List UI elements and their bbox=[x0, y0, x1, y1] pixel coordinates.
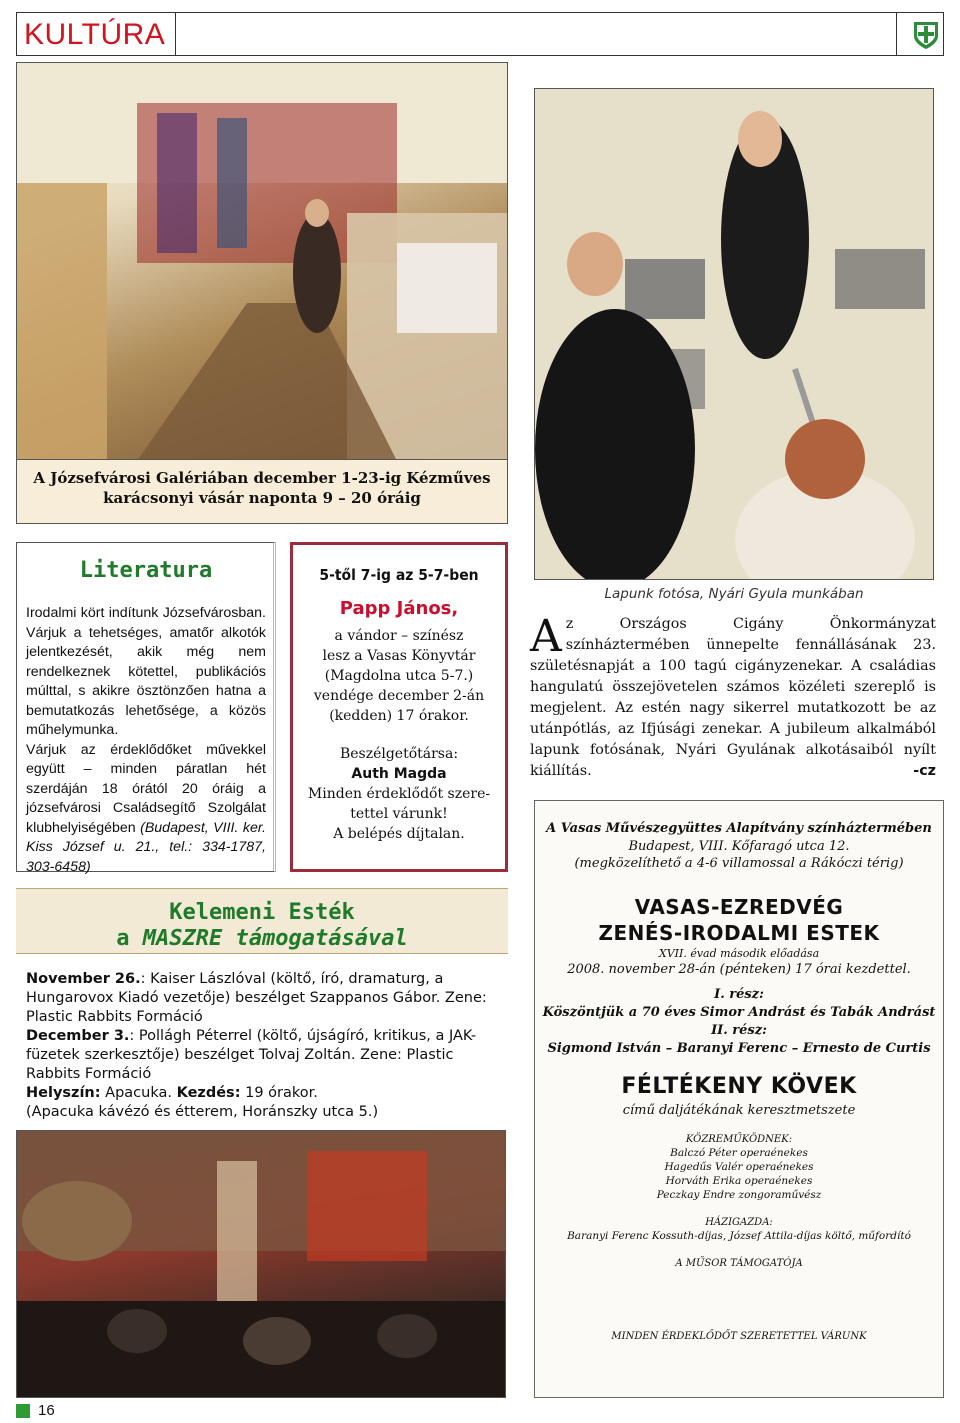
kelemeni-location-label: Helyszín: bbox=[26, 1085, 101, 1101]
poster-line-4: VASAS-EZREDVÉG bbox=[634, 895, 844, 919]
papp-line-6: Beszélgetőtársa: bbox=[339, 746, 459, 762]
page-number: 16 bbox=[38, 1402, 55, 1419]
photographer-photo bbox=[534, 88, 934, 580]
literatura-title: Literatura bbox=[79, 558, 213, 583]
district-crest-icon bbox=[911, 20, 941, 50]
market-caption-line2: karácsonyi vásár naponta 9 – 20 óráig bbox=[103, 489, 421, 507]
kelemeni-entry-1 bbox=[26, 970, 506, 1027]
poster-line-16: Hagedűs Valér operaénekes bbox=[664, 1161, 814, 1173]
article-dropcap: A bbox=[530, 611, 562, 662]
papp-name: Papp János, bbox=[339, 598, 459, 619]
kelemeni-program bbox=[26, 970, 506, 1122]
kelemeni-start-value: 19 órakor. bbox=[240, 1085, 318, 1101]
market-caption bbox=[16, 460, 508, 524]
photographer-photo-scene bbox=[535, 89, 934, 580]
kelemeni-title bbox=[16, 900, 508, 952]
kelemeni-entry-2 bbox=[26, 1027, 506, 1084]
section-title: KULTÚRA bbox=[24, 18, 166, 51]
papp-line-7: Auth Magda bbox=[351, 766, 447, 782]
papp-heading: 5-től 7-ig az 5-7-ben bbox=[319, 566, 479, 584]
kelemeni-location bbox=[26, 1084, 506, 1103]
poster-line-22: MINDEN ÉRDEKLŐDŐT SZERETETTEL VÁRUNK bbox=[611, 1331, 867, 1342]
poster-line-11: Sigmond István – Baranyi Ferenc – Ernesto de Curtis bbox=[547, 1041, 931, 1056]
literatura-address: (Budapest, VIII. ker. Kiss József u. 21., tel.: bbox=[26, 819, 266, 855]
papp-line-1: a vándor – színész bbox=[334, 628, 464, 644]
poster-line-7: 2008. november 28-án (pénteken) 17 órai kezdettel. bbox=[567, 962, 911, 977]
poster-line-18: Peczkay Endre zongoraművész bbox=[656, 1189, 822, 1201]
article-signature: -cz bbox=[913, 763, 936, 779]
poster-line-15: Balczó Péter operaénekes bbox=[670, 1147, 808, 1159]
kelemeni-location-value: Apacuka. bbox=[100, 1085, 177, 1101]
page-marker bbox=[16, 1404, 30, 1418]
kelemeni-title-2b: MASZRE támogatásával bbox=[142, 926, 408, 951]
gypsy-orchestra-article bbox=[530, 611, 936, 782]
poster-line-12: FÉLTÉKENY KÖVEK bbox=[621, 1074, 857, 1099]
poster-line-1: A Vasas Művészegyüttes Alapítvány színháztermében bbox=[546, 821, 932, 836]
papp-line-9: tettel várunk! bbox=[350, 806, 448, 822]
cafe-photo-scene bbox=[17, 1131, 506, 1398]
poster-line-21: A MŰSOR TÁMOGATÓJA bbox=[675, 1258, 803, 1269]
poster-line-3: (megközelíthető a 4-6 villamossal a Rákóczi térig) bbox=[574, 856, 904, 871]
poster-line-6: XVII. évad második előadása bbox=[658, 947, 820, 960]
poster-content bbox=[540, 820, 938, 1343]
poster-line-5: ZENÉS-IRODALMI ESTEK bbox=[598, 921, 880, 945]
christmas-market-photo bbox=[16, 62, 508, 460]
market-photo-scene bbox=[17, 63, 508, 460]
poster-line-8: I. rész: bbox=[714, 987, 764, 1002]
papp-line-2: lesz a Vasas Könyvtár bbox=[322, 648, 476, 664]
poster-line-20: Baranyi Ferenc Kossuth-díjas, József Attila-díjas költő, műfordító bbox=[567, 1230, 911, 1242]
papp-line-4: vendége december 2-án bbox=[313, 688, 485, 704]
literatura-text bbox=[26, 604, 266, 877]
cafe-event-photo bbox=[16, 1130, 506, 1398]
kelemeni-text-1: : Kaiser Lászlóval (költő, író, dramaturg, a Hungarovox Kiadó vezetője) beszélget Szappanos Gábor. Zene: Plastic Rabbits Formáció bbox=[26, 971, 487, 1025]
poster-line-17: Horváth Erika operaénekes bbox=[665, 1175, 813, 1187]
papp-line-5: (kedden) 17 órakor. bbox=[329, 708, 469, 724]
poster-line-13: című daljátékának keresztmetszete bbox=[622, 1103, 856, 1118]
papp-line-8: Minden érdeklődőt szere- bbox=[307, 786, 491, 802]
papp-line-3: (Magdolna utca 5-7.) bbox=[324, 668, 474, 684]
kelemeni-address: (Apacuka kávézó és étterem, Horánszky utca 5.) bbox=[26, 1104, 379, 1120]
kelemeni-title-2a: a bbox=[116, 926, 143, 951]
poster-line-10: II. rész: bbox=[711, 1023, 767, 1038]
kelemeni-title-1: Kelemeni Esték bbox=[169, 900, 355, 925]
kelemeni-date-1: November 26. bbox=[26, 971, 141, 987]
header-rule bbox=[176, 12, 896, 56]
literatura-phone: 334-1787, 303-6458) bbox=[26, 839, 266, 875]
literatura-paragraph-2 bbox=[26, 741, 266, 878]
literatura-paragraph-1: Irodalmi kört indítunk Józsefvárosban. Várjuk a tehetséges, amatőr alkotók jelentkezését, akik még nem rendelkeznek kötettel, publikációs múlttal, s akikre ösztönzően hatna a bemutatkozás lehetősége, a közös műhelymunka. bbox=[26, 605, 266, 738]
papp-body bbox=[292, 626, 506, 844]
poster-line-9: Köszöntjük a 70 éves Simor Andrást és Tabák Andrást bbox=[542, 1005, 936, 1020]
article-text: z Országos Cigány Önkormányzat színháztermében ünnepelte fennállásának 23. születésnapját a 100 tagú cigányzenekar. A családias hangulatú összejövetelen számos közéleti szereplő is megjelent. Az estén nagy sikerrel mutatkozott be az utánpótlás, az Ifjúsági zenekar. A jubileum alkalmából lapunk fotósának, Nyári Gyulának alkotásaiból nyílt kiállítás. bbox=[530, 616, 936, 779]
literatura-p2-text: Várjuk az érdeklődőket művekkel együtt – minden páratlan hét szerdáján 18 órától 20 óráig a józsefvárosi Családsegítő Szolgálat klubhelyiségében bbox=[26, 741, 266, 836]
kelemeni-text-2: : Pollágh Péterrel (költő, újságíró, kritikus, a JAK-füzetek szerkesztője) beszélget Tolvaj Zoltán. Zene: Plastic Rabbits Formáció bbox=[26, 1028, 477, 1082]
kelemeni-date-2: December 3. bbox=[26, 1028, 130, 1044]
photographer-caption: Lapunk fotósa, Nyári Gyula munkában bbox=[604, 586, 864, 602]
market-caption-line1: A Józsefvárosi Galériában december 1-23-ig Kézműves bbox=[33, 469, 491, 487]
papp-line-10: A belépés díjtalan. bbox=[333, 826, 465, 842]
poster-line-2: Budapest, VIII. Kőfaragó utca 12. bbox=[628, 839, 850, 854]
poster-line-14: KÖZREMŰKÖDNEK: bbox=[685, 1134, 793, 1145]
kelemeni-start-label: Kezdés: bbox=[176, 1085, 241, 1101]
poster-line-19: HÁZIGAZDA: bbox=[705, 1217, 773, 1228]
